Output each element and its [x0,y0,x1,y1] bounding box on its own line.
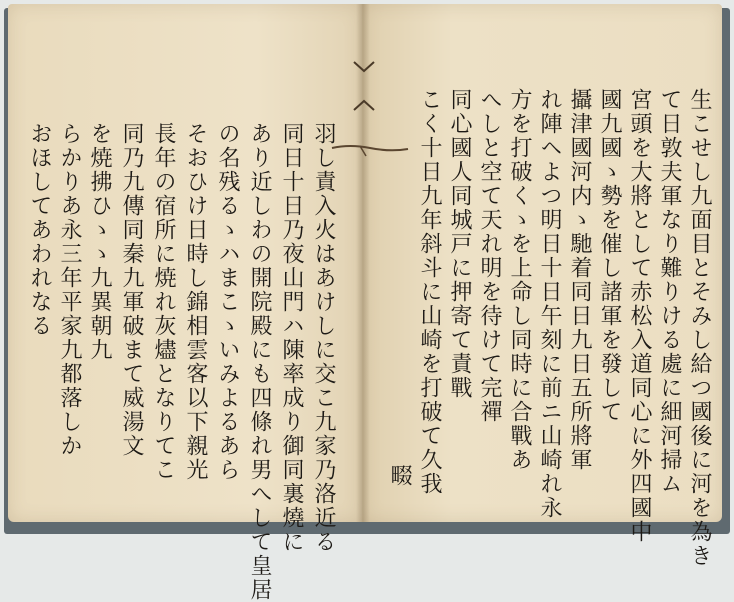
text-column: へしと空て天れ明を待けて完禪 [477,88,502,424]
text-column: 同日十日乃夜山門ハ陳率成り御同裏燒に [279,122,304,554]
text-column: 長年の宿所に焼れ灰燼となりてこ [151,122,176,482]
text-column: て日敦夫軍なり難りける處に細河掃ム [657,88,682,496]
text-column: 國九國ゝ勢を催し諸軍を發して [597,88,622,424]
text-column: おほしてあわれなる [27,122,52,338]
binding-stitch-mark [352,98,376,112]
text-column: そおひけ日時し錦相雲客以下親光 [183,122,208,482]
right-page [362,4,722,568]
text-column: 同乃九傳同秦九軍破まて威湯文 [119,122,144,458]
left-page [8,4,362,602]
text-column: 攝津國河内ゝ馳着同日九日五所將軍 [567,88,592,472]
binding-stitch-mark [352,60,376,74]
text-column: 方を打破くゝを上命し同時に合戰あ [507,88,532,472]
text-column: を焼拂ひゝゝ九異朝九 [87,122,112,362]
text-column: の名残るゝハまこゝいみよるあら [215,122,240,482]
text-column: あり近しわの開院殿にも四條れ男へして皇居 [247,122,272,602]
text-column: れ陣ヘよつ明日十日午刻に前ニ山崎れ永 [537,88,562,520]
text-column: 宮頭を大將として赤松入道同心に外四國中 [627,88,652,544]
text-column: 生こせし九面目とそみし給つ國後に河を為き [687,88,712,568]
text-column: らかりあ永三年平家九都落しか [57,122,82,458]
text-column: 羽し責入火はあけしに交こ九家乃洛近る [311,122,336,554]
text-column: 同心國人同城戸に押寄て責戰 [447,88,472,400]
spine-gutter [356,4,370,522]
text-column: 畷 [387,464,412,488]
binding-thread [330,140,410,160]
text-column: こく十日九年斜斗に山崎を打破て久我 [417,88,442,496]
